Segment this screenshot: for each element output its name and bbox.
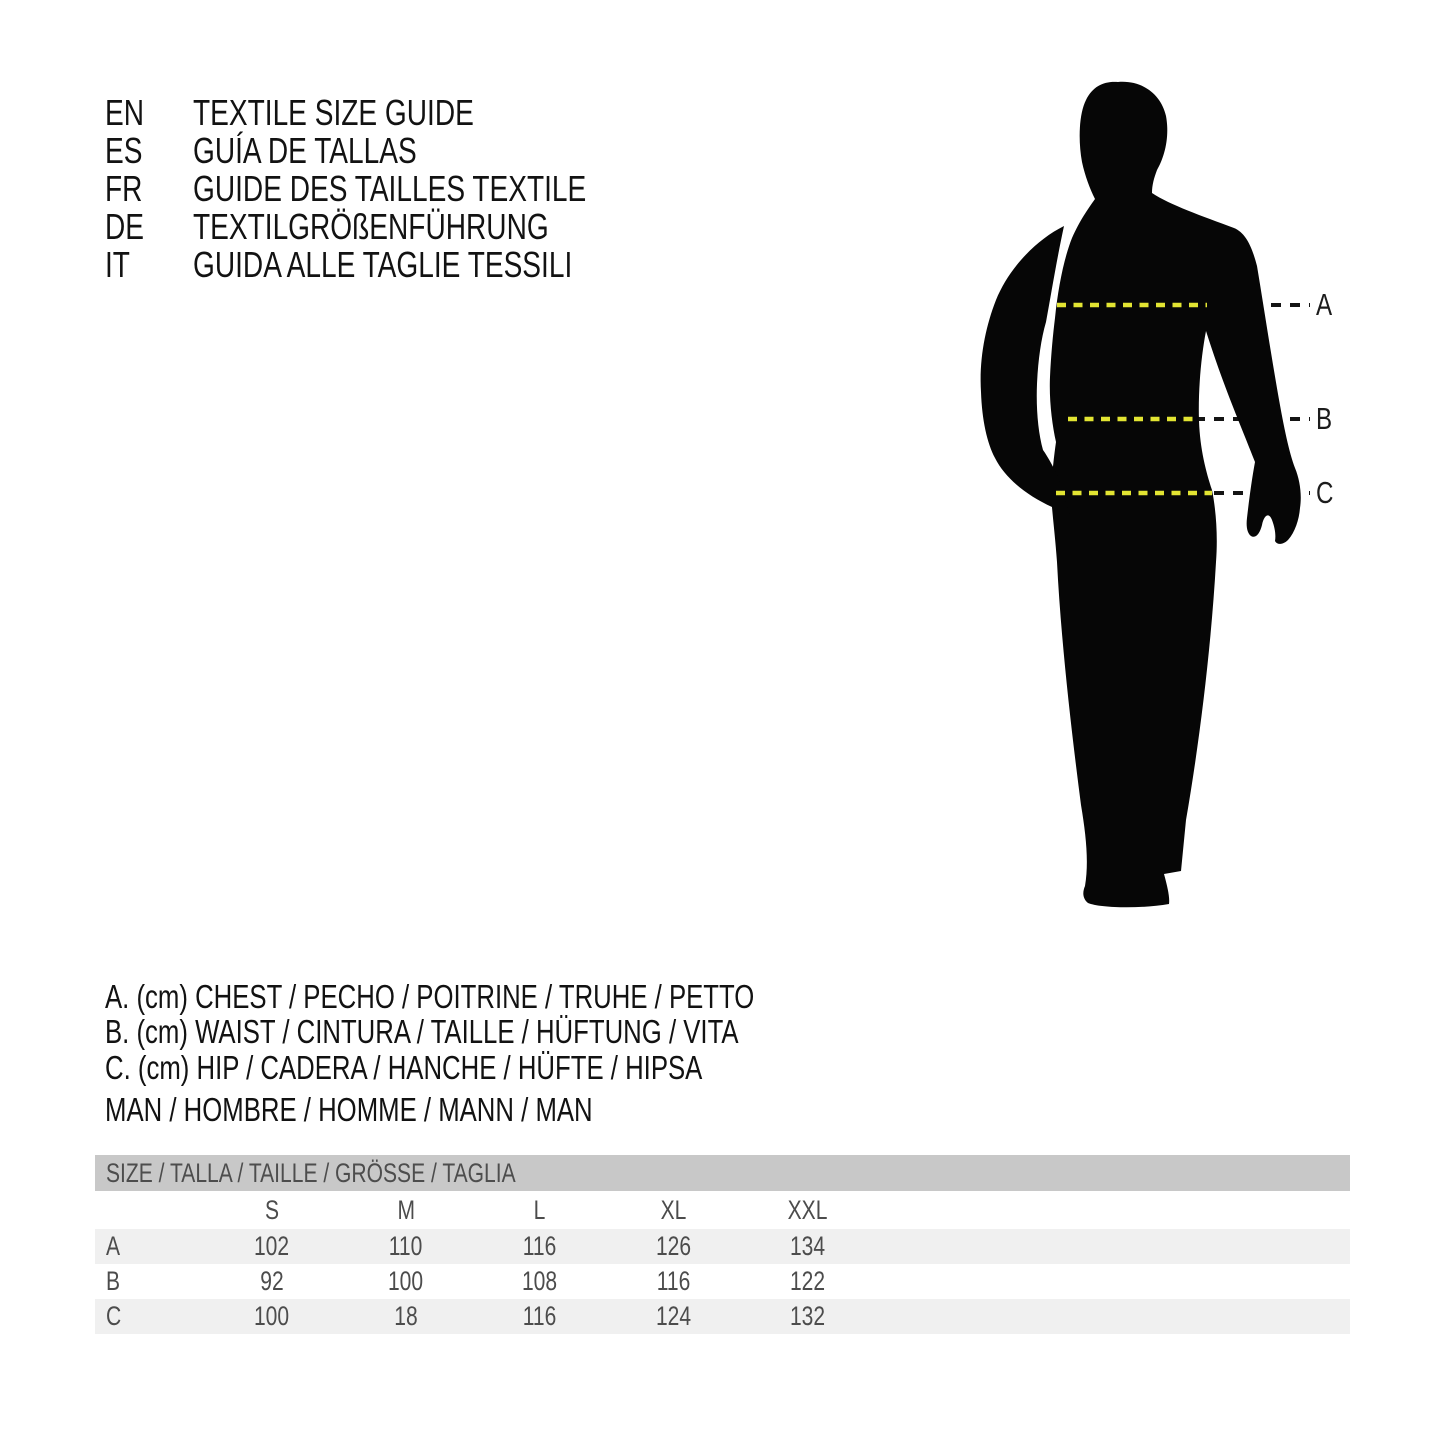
legend-text: C. (cm) HIP / CADERA / HANCHE / HÜFTE / HIPSA [105, 1049, 703, 1086]
value-cell: 102 [254, 1231, 290, 1261]
value-cell: 92 [260, 1266, 284, 1296]
table-row-waist [95, 1264, 1350, 1299]
gender-line [105, 1093, 730, 1127]
size-table-title: SIZE / TALLA / TAILLE / GRÖSSE / TAGLIA [106, 1157, 516, 1188]
gender-text: MAN / HOMBRE / HOMME / MANN / MAN [105, 1091, 593, 1128]
language-title: TEXTILE SIZE GUIDE [193, 92, 474, 133]
column-header-m: M [397, 1194, 415, 1225]
language-code: FR [105, 168, 143, 209]
marker-label-c: C [1316, 475, 1334, 510]
legend-text: A. (cm) CHEST / PECHO / POITRINE / TRUHE / PETTO [105, 978, 755, 1015]
value-cell: 116 [523, 1231, 557, 1261]
language-code: IT [105, 244, 130, 285]
measurement-legend-hip [105, 1051, 871, 1085]
value-cell: 126 [656, 1231, 692, 1261]
value-cell: 100 [388, 1266, 424, 1296]
measurement-legend-chest [105, 980, 937, 1014]
value-cell: 116 [523, 1301, 557, 1331]
row-label: A [106, 1231, 121, 1261]
value-cell: 132 [790, 1301, 826, 1331]
value-cell: 108 [522, 1266, 558, 1296]
value-cell: 116 [657, 1266, 691, 1296]
language-title: TEXTILGRÖßENFÜHRUNG [193, 206, 549, 247]
size-table [95, 1155, 1350, 1334]
table-row-hip [95, 1299, 1350, 1334]
measurement-legend-waist [105, 1015, 917, 1049]
language-code: DE [105, 206, 145, 247]
column-header-s: S [264, 1194, 280, 1225]
marker-label-b: B [1316, 401, 1333, 436]
table-row-chest [95, 1229, 1350, 1264]
language-title: GUIDE DES TAILLES TEXTILE [193, 168, 587, 209]
value-cell: 18 [394, 1301, 418, 1331]
value-cell: 122 [790, 1266, 826, 1296]
language-title: GUÍA DE TALLAS [193, 130, 417, 171]
value-cell: 124 [656, 1301, 692, 1331]
size-table-column-headers [95, 1191, 1350, 1229]
row-label: C [106, 1301, 122, 1331]
column-header-l: L [534, 1194, 546, 1225]
legend-text: B. (cm) WAIST / CINTURA / TAILLE / HÜFTUNG / VITA [105, 1013, 739, 1050]
column-header-xl: XL [661, 1194, 687, 1225]
value-cell: 100 [254, 1301, 290, 1331]
marker-label-a: A [1316, 287, 1333, 322]
language-title: GUIDA ALLE TAGLIE TESSILI [193, 244, 573, 285]
column-header-xxl: XXL [788, 1194, 828, 1225]
row-label: B [106, 1266, 121, 1296]
value-cell: 110 [389, 1231, 423, 1261]
size-table-header-bar [95, 1155, 1350, 1191]
value-cell: 134 [790, 1231, 826, 1261]
language-code: EN [105, 92, 145, 133]
language-code: ES [105, 130, 143, 171]
